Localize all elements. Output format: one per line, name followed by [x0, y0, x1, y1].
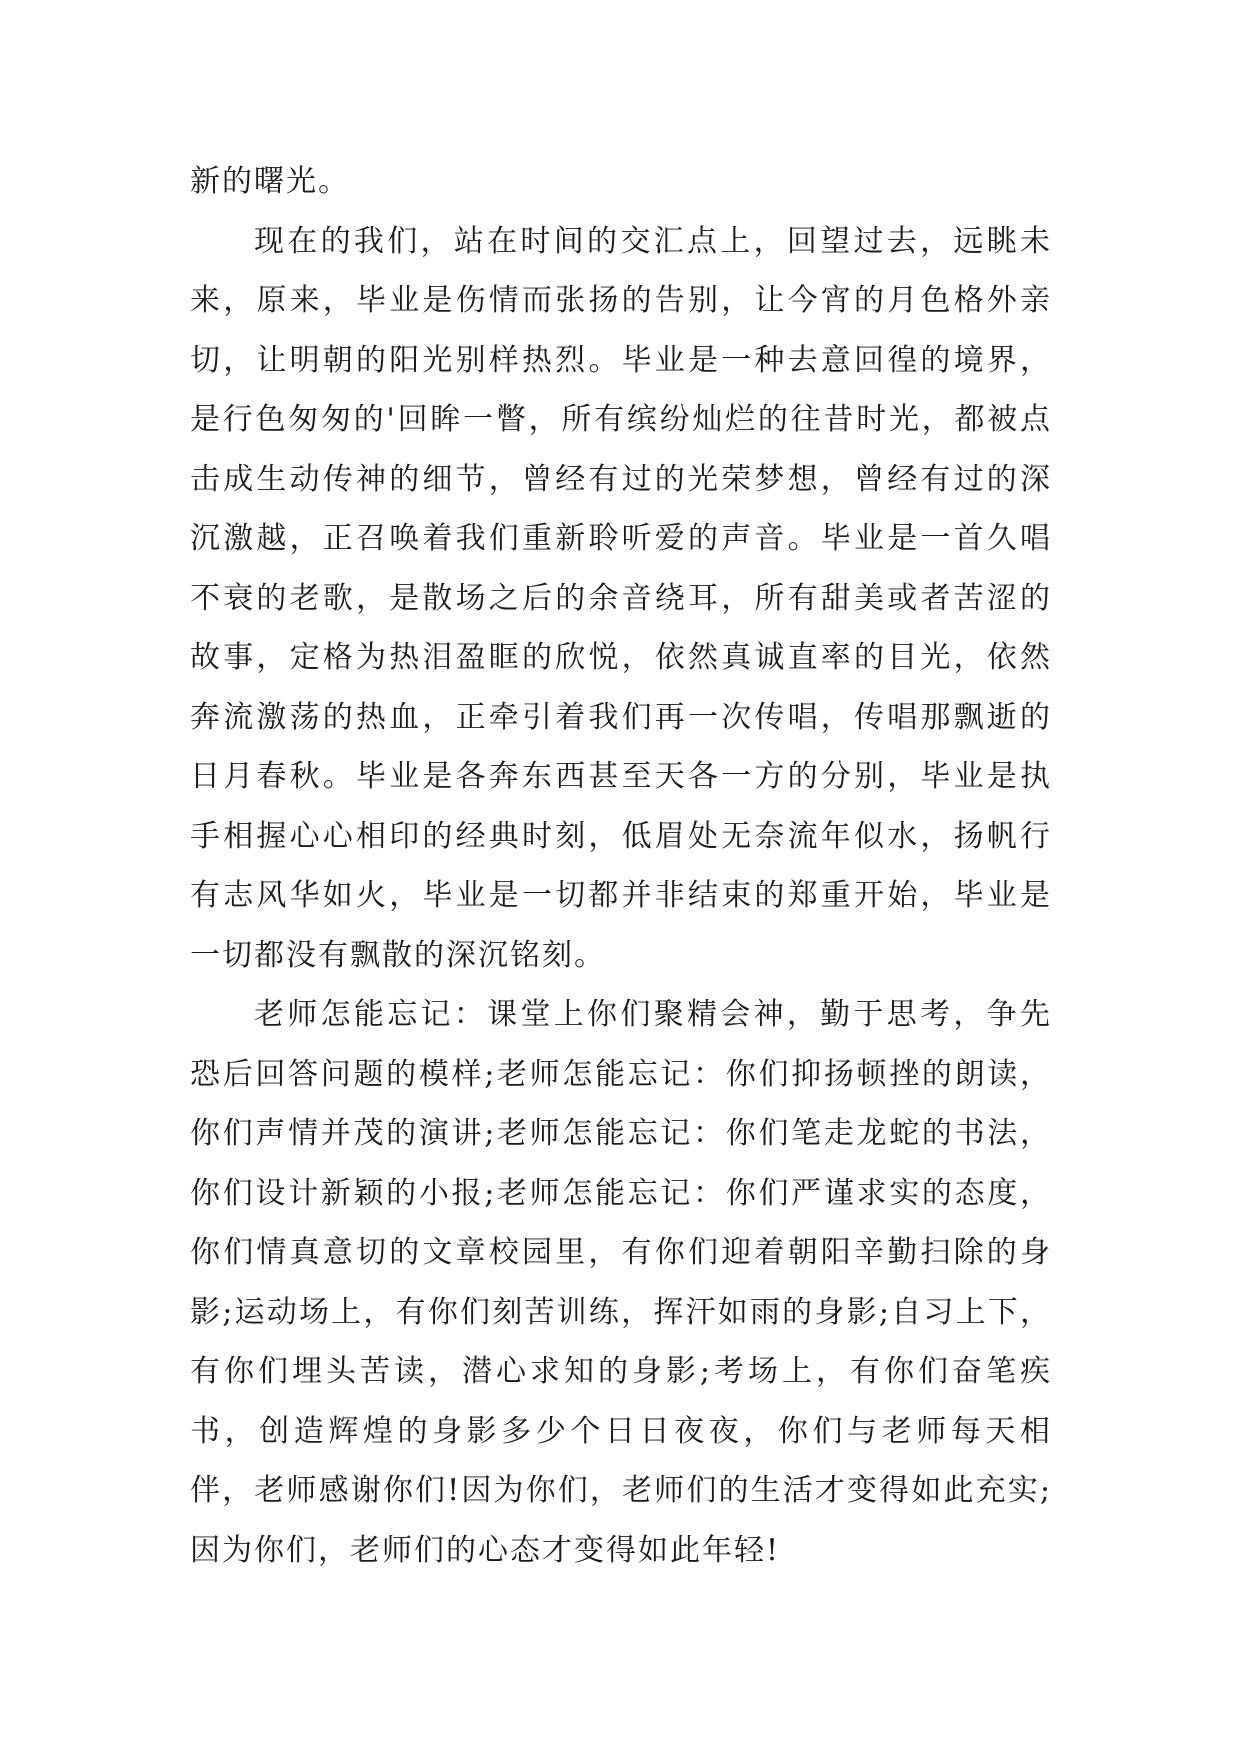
paragraph-continuation: 新的曙光。: [190, 164, 350, 199]
paragraph-teachers-memories: 老师怎能忘记：课堂上你们聚精会神，勤于思考，争先恐后回答问题的模样;老师怎能忘记：你们抑扬顿挫的朗读，你们声情并茂的演讲;老师怎能忘记：你们笔走龙蛇的书法，你们设计新颖的小报;老师怎能忘记：你们严谨求实的态度，你们情真意切的文章校园里，有你们迎着朝阳辛勤扫除的身影;运动场上，有你们刻苦训练，挥汗如雨的身影;自习上下，有你们埋头苦读，潜心求知的身影;考场上，有你们奋笔疾书，创造辉煌的身影多少个日日夜夜，你们与老师每天相伴，老师感谢你们!因为你们，老师们的生活才变得如此充实;因为你们，老师们的心态才变得如此年轻!: [190, 997, 1052, 1568]
document-body: [190, 152, 1052, 1580]
paragraph-graduation: 现在的我们，站在时间的交汇点上，回望过去，远眺未来，原来，毕业是伤情而张扬的告别，让今宵的月色格外亲切，让明朝的阳光别样热烈。毕业是一种去意回徨的境界，是行色匆匆的'回眸一瞥，所有缤纷灿烂的往昔时光，都被点击成生动传神的细节，曾经有过的光荣梦想，曾经有过的深沉激越，正召唤着我们重新聆听爱的声音。毕业是一首久唱不衰的老歌，是散场之后的余音绕耳，所有甜美或者苦涩的故事，定格为热泪盈眶的欣悦，依然真诚直率的目光，依然奔流激荡的热血，正牵引着我们再一次传唱，传唱那飘逝的日月春秋。毕业是各奔东西甚至天各一方的分别，毕业是执手相握心心相印的经典时刻，低眉处无奈流年似水，扬帆行有志风华如火，毕业是一切都并非结束的郑重开始，毕业是一切都没有飘散的深沉铭刻。: [190, 223, 1052, 973]
